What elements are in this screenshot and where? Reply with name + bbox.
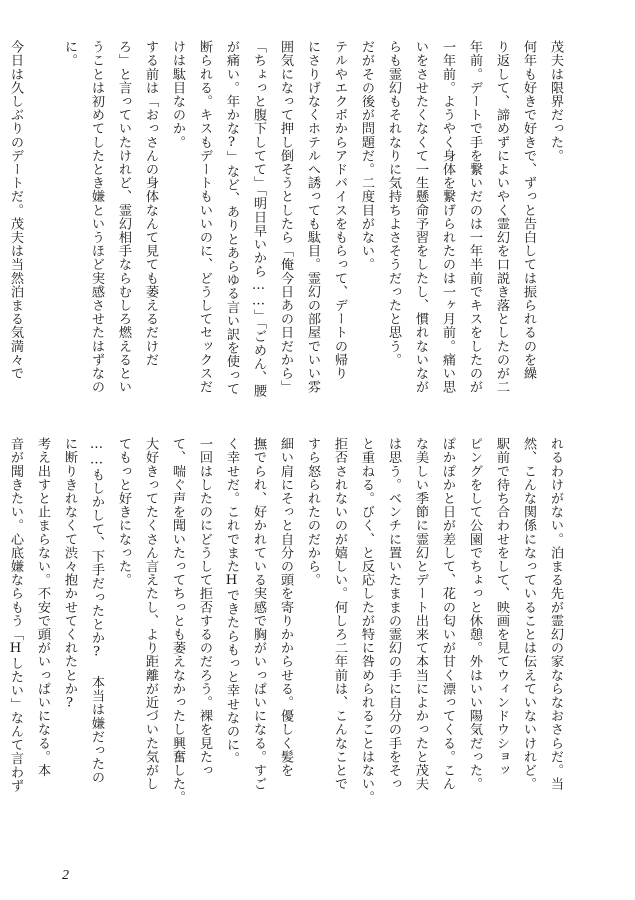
text-line: 駅前で待ち合わせをして、映画を見てウィンドウショッ	[494, 437, 509, 777]
text-line: く幸せだ。これでまたHできたらもっと幸せなのに。	[224, 437, 239, 766]
text-line	[29, 40, 56, 425]
text-line: 年前。デートで手を繋いだのは一年半前でキスをしたのが	[467, 40, 482, 394]
text-line: と重ねる。びく、と反応したが特に咎められることはない。	[359, 437, 374, 805]
text-line: 一回はしたのにどうして拒否するのだろう。裸を見たっ	[197, 437, 212, 777]
text-line: 「ちょっと腹下してて」「明日早いから……」「ごめん、腰	[251, 40, 266, 398]
text-line: 囲気になって押し倒そうとしたら「俺今日あの日だから」	[278, 40, 293, 394]
text-line: な美しい季節に霊幻とデート出来て本当によかったと茂夫	[413, 437, 428, 791]
text-line: 一年前。ようやく身体を繋げられたのは一ヶ月前。痛い思	[440, 40, 455, 394]
text-line: テルやエクボからアドバイスをもらって、デートの帰り	[332, 40, 347, 380]
text-line: うことは初めてしたとき嫌というほど実感させたはずなの	[89, 40, 104, 394]
text-line: 撫でられ、好かれている実感で胸がいっぱいになる。すご	[251, 437, 266, 791]
text-line: は思う。ベンチに置いたままの霊幻の手に自分の手をそっ	[386, 437, 401, 791]
text-line: ぽかぽかと日が差して、花の匂いが甘く漂ってくる。こん	[440, 437, 455, 791]
text-line: けは駄目なのか。	[170, 40, 185, 149]
text-line: 大好きってたくさん言えたし、より距離が近づいた気がし	[143, 437, 158, 791]
text-line: だがその後が問題だ。二度目がない。	[359, 40, 374, 272]
text-line: ピングをして公園でちょっと休憩。外はいい陽気だった。	[467, 437, 482, 791]
text-line: 何年も好きで好きで、ずっと告白しては振られるのを繰	[521, 40, 536, 380]
text-line: 断られる。キスもデートもいいのに、どうしてセックスだ	[197, 40, 212, 394]
text-line: いをさせたくなくて一生懸命予習をしたし、慣れないなが	[413, 40, 428, 394]
text-line: にさりげなくホテルへ誘っても駄目。霊幻の部屋でいい雰	[305, 40, 320, 394]
text-line	[0, 437, 2, 857]
upper-text-block	[8, 40, 569, 425]
text-line: ……もしかして、下手だったとか? 本当は嫌だったの	[89, 437, 104, 785]
text-line: れるわけがない。泊まる先が霊幻の家ならなおさらだ。当	[548, 437, 563, 791]
text-line: らも霊幻もそれなりに気持ちよさそうだったと思う。	[386, 40, 401, 367]
lower-text-block	[8, 437, 569, 857]
text-line: ろ」と言っていたけれど、霊幻相手ならむしろ燃えるとい	[116, 40, 131, 394]
text-line: り返して、諦めずによいやく霊幻を口説き落としたのが二	[494, 40, 509, 394]
text-line: に。	[62, 40, 77, 68]
text-line: 然、こんな関係になっていることは伝えていないけれど。	[521, 437, 536, 791]
page-number: 2	[62, 868, 69, 883]
text-line: 今日は久しぶりのデートだ。茂夫は当然泊まる気満々で	[8, 40, 23, 380]
text-line: すら怒られたのだから。	[305, 437, 320, 587]
text-line: 音が聞きたい。心底嫌ならもう「Hしたい」なんて言わず	[8, 437, 23, 793]
text-line: 考え出すと止まらない。不安で頭がいっぱいになる。本	[35, 437, 50, 777]
text-line: 細い肩にそっと自分の頭を寄りかからせる。優しく髪を	[278, 437, 293, 777]
text-line: 茂夫は限界だった。	[548, 40, 563, 163]
text-line: 拒否されないのが嬉しい。何しろ二年前は、こんなことで	[332, 437, 347, 791]
text-line: に断りきれなくて渋々抱かせてくれたとか?	[62, 437, 77, 711]
text-line: てもっと好きになった。	[116, 437, 131, 587]
text-line	[0, 40, 2, 425]
text-line: する前は「おっさんの身体なんて見ても萎えるだけだ	[143, 40, 158, 367]
text-line: が痛い。年かな?」など、ありとあらゆる言い訳を使って	[224, 40, 239, 396]
text-line: て、喘ぐ声を聞いたってちっとも萎えなかったし興奮した。	[170, 437, 185, 805]
